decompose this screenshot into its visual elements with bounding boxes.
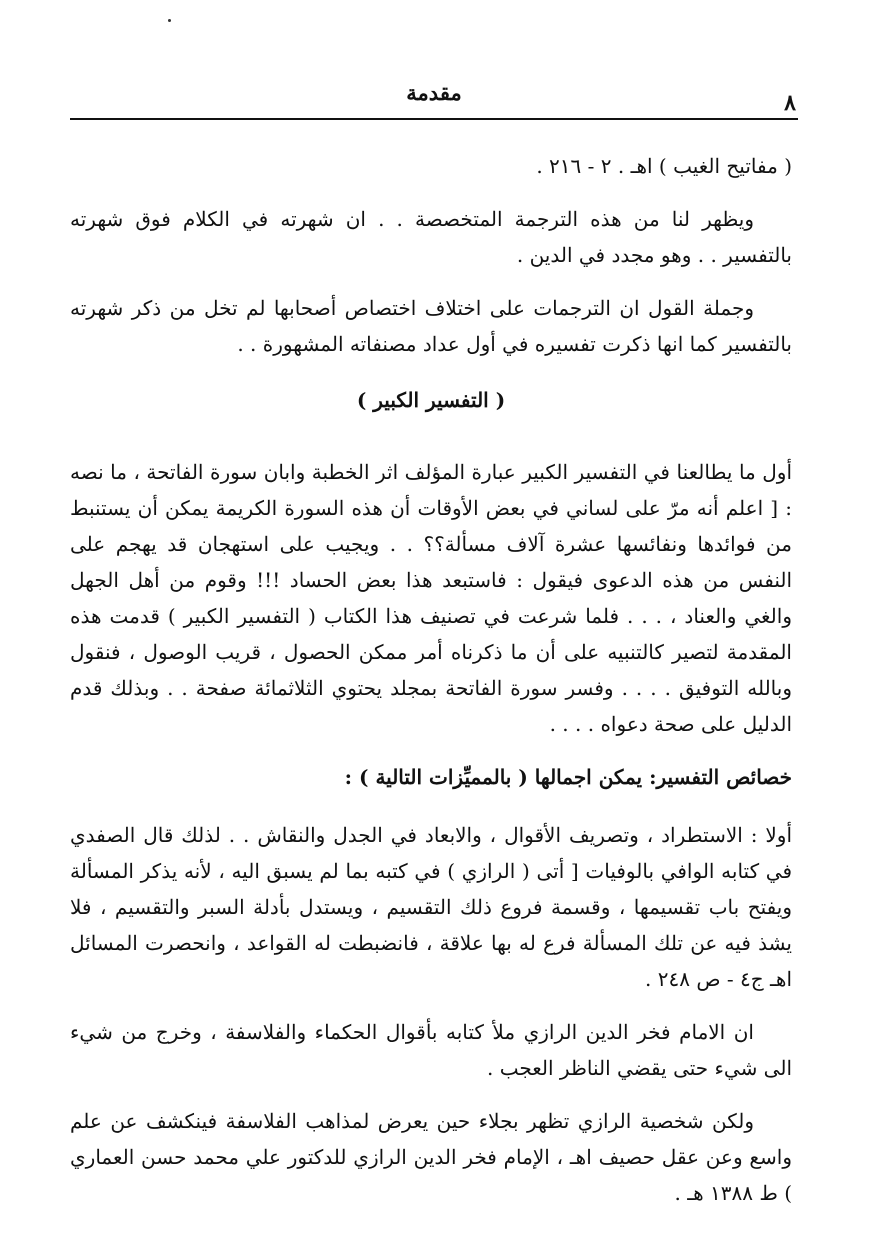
paragraph: أولا : الاستطراد ، وتصريف الأقوال ، والابعاد في الجدل والنقاش . . لذلك قال الصفدي في كتابه الوافي بالوفيات [ أتى ( الرازي ) في كتبه بما لم يسبق اليه ، لأنه يذكر المسألة ويفتح باب تقسيمها ، وقسمة فروع ذلك التقسيم ، ويستدل بأدلة السبر والتقسيم ، فلا يشذ فيه عن تلك المسألة فرع له بها علاقة ، فانضبطت له القواعد ، وانحصرت المسائل اهـ ج٤ - ص ٢٤٨ . xyxy=(70,823,793,991)
body-text xyxy=(70,148,792,1228)
paragraph: ويظهر لنا من هذه الترجمة المتخصصة . . ان شهرته في الكلام فوق شهرته بالتفسير . . وهو مجدد في الدين . xyxy=(70,207,792,267)
subheading: خصائص التفسير: يمكن اجمالها ( بالمميِّزات التالية ) : xyxy=(344,765,792,789)
citation-line: ( مفاتيح الغيب ) اهـ . ٢ - ٢١٦ . xyxy=(536,154,792,178)
page-number: ٨ xyxy=(784,90,796,116)
header-divider xyxy=(70,118,798,120)
paragraph: ولكن شخصية الرازي تظهر بجلاء حين يعرض لمذاهب الفلاسفة فينكشف عن علم واسع وعن عقل حصيف اهـ ، الإمام فخر الدين الرازي للدكتور علي محمد حسن العماري ) ط ١٣٨٨ هـ . xyxy=(70,1109,792,1205)
paragraph: ان الامام فخر الدين الرازي ملأ كتابه بأقوال الحكماء والفلاسفة ، وخرج من شيء الى شيء حتى يقضي الناظر العجب . xyxy=(70,1020,792,1080)
paragraph: وجملة القول ان الترجمات على اختلاف اختصاص أصحابها لم تخل من ذكر شهرته بالتفسير كما انها ذكرت تفسيره في أول عداد مصنفاته المشهورة . . xyxy=(70,296,792,356)
running-title: مقدمة xyxy=(406,80,462,105)
section-heading: ( التفسير الكبير ) xyxy=(356,388,506,412)
scan-speck xyxy=(168,19,171,22)
paragraph: أول ما يطالعنا في التفسير الكبير عبارة المؤلف اثر الخطبة وابان سورة الفاتحة ، ما نصه : [ اعلم أنه مرّ على لساني في بعض الأوقات أن هذه السورة الكريمة يمكن أن يستنبط من فوائدها ونفائسها عشرة آلاف مسألة؟؟ . . ويجيب على استهجان قد يهجم على النفس من هذه الدعوى فيقول : فاستبعد هذا بعض الحساد !!! وقوم من أهل الجهل والغي والعناد ، . . . فلما شرعت في تصنيف هذا الكتاب ( التفسير الكبير ) قدمت هذه المقدمة لتصير كالتنبيه على أن ما ذكرناه أمر ممكن الحصول ، قريب الوصول ، فنقول وبالله التوفيق . . . . وفسر سورة الفاتحة بمجلد يحتوي الثلاثمائة صفحة . . وبذلك قدم الدليل على صحة دعواه . . . . xyxy=(70,460,793,736)
page-header xyxy=(70,74,798,124)
